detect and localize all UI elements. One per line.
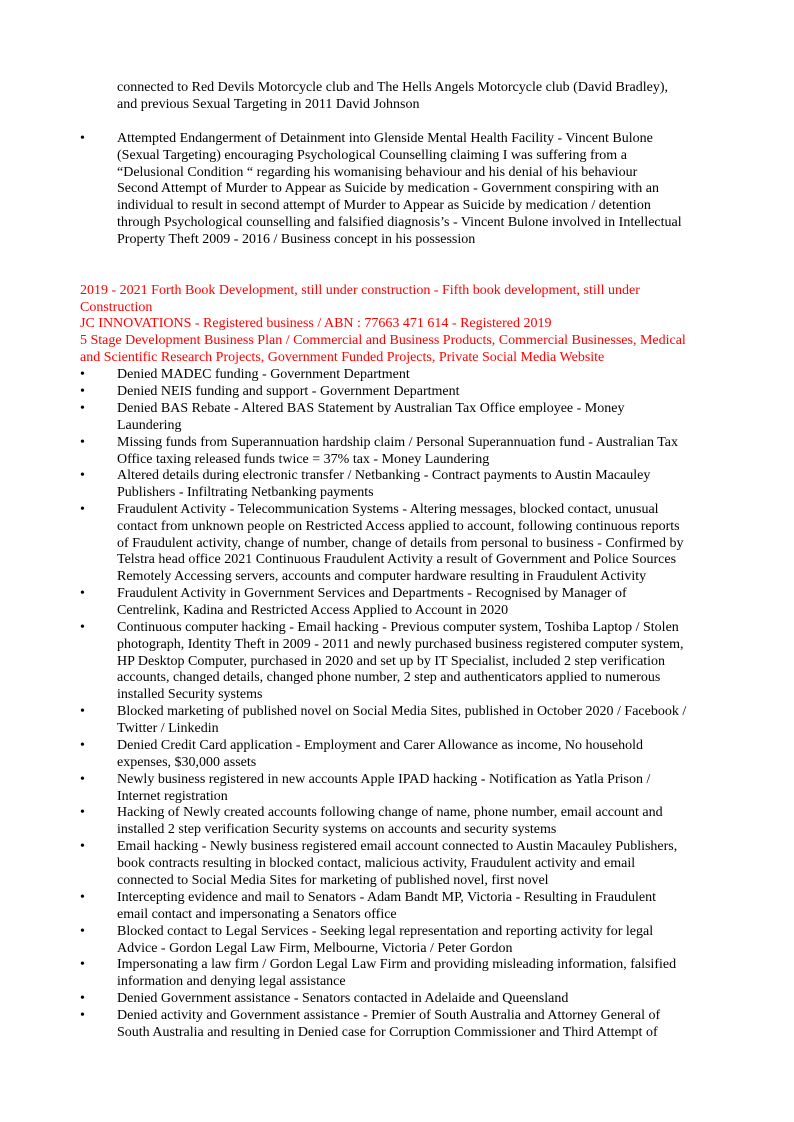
bullet-marker: • — [80, 1008, 85, 1023]
list-item: Attempted Endangerment of Detainment into Glenside Mental Health Facility - Vincent Bulone (Sexual Targeting) encouraging Psychological Counselling claiming I was suffering from a “Delusional Condition “ regarding his womanising behaviour and his denial of his behaviour Second Attempt of Murder to Appear as Suicide by medication - Government conspiring with an individual to result in second attempt of Murder to Appear as Suicide by medication / detention through Psychological counselling and falsified diagnosis’s - Vincent Bulone involved in Intellectual Property Theft 2009 - 2016 / Business concept in his possession — [117, 131, 682, 247]
list-item: Denied BAS Rebate - Altered BAS Statement by Australian Tax Office employee - Money Laundering — [117, 401, 625, 433]
section-heading-business: JC INNOVATIONS - Registered business / ABN : 77663 471 614 - Registered 2019 — [80, 316, 552, 331]
bullet-marker: • — [80, 620, 85, 635]
bullet-marker: • — [80, 924, 85, 939]
list-item: Denied MADEC funding - Government Department — [117, 367, 410, 382]
list-item: Continuous computer hacking - Email hacking - Previous computer system, Toshiba Laptop / Stolen photograph, Identity Theft in 2009 - 2011 and newly purchased business registered computer system, HP Desktop Computer, purchased in 2020 and set up by IT Specialist, included 2 step verification accounts, changed details, changed phone number, 2 step and authenticators applied to numerous installed Security systems — [117, 620, 684, 703]
list-item: Blocked contact to Legal Services - Seeking legal representation and reporting activity for legal Advice - Gordon Legal Law Firm, Melbourne, Victoria / Peter Gordon — [117, 924, 654, 956]
list-item: Altered details during electronic transfer / Netbanking - Contract payments to Austin Macauley Publishers - Infiltrating Netbanking payments — [117, 468, 651, 500]
bullet-marker: • — [80, 890, 85, 905]
bullet-marker: • — [80, 468, 85, 483]
list-item: Denied Credit Card application - Employment and Carer Allowance as income, No household expenses, $30,000 assets — [117, 738, 644, 770]
bullet-marker: • — [80, 131, 85, 146]
section-heading-plan: 5 Stage Development Business Plan / Commercial and Business Products, Commercial Businesses, Medical and Scientific Research Projects, Government Funded Projects, Private Social Media Website — [80, 333, 686, 365]
continuation-paragraph: connected to Red Devils Motorcycle club and The Hells Angels Motorcycle club (David Bradley), and previous Sexual Targeting in 2011 David Johnson — [117, 80, 669, 112]
bullet-marker: • — [80, 991, 85, 1006]
list-item: Fraudulent Activity in Government Services and Departments - Recognised by Manager of Centrelink, Kadina and Restricted Access Applied to Account in 2020 — [117, 586, 627, 618]
list-item: Intercepting evidence and mail to Senators - Adam Bandt MP, Victoria - Resulting in Fraudulent email contact and impersonating a Senators office — [117, 890, 656, 922]
list-item: Missing funds from Superannuation hardship claim / Personal Superannuation fund - Australian Tax Office taxing released funds twice = 37% tax - Money Laundering — [117, 435, 679, 467]
bullet-marker: • — [80, 704, 85, 719]
list-item: Denied activity and Government assistance - Premier of South Australia and Attorney General of South Australia and resulting in Denied case for Corruption Commissioner and Third Attempt of — [117, 1008, 661, 1040]
bullet-marker: • — [80, 839, 85, 854]
bullet-marker: • — [80, 435, 85, 450]
list-item: Impersonating a law firm / Gordon Legal Law Firm and providing misleading information, falsified information and denying legal assistance — [117, 957, 677, 989]
bullet-marker: • — [80, 384, 85, 399]
bullet-marker: • — [80, 367, 85, 382]
list-item: Fraudulent Activity - Telecommunication Systems - Altering messages, blocked contact, unusual contact from unknown people on Restricted Access applied to account, following continuous reports of Fraudulent activity, change of number, change of details from personal to business - Confirmed by Telstra head office 2021 Continuous Fraudulent Activity a result of Government and Police Sources Remotely Accessing servers, accounts and computer hardware resulting in Fraudulent Activity — [117, 502, 684, 585]
list-item: Newly business registered in new accounts Apple IPAD hacking - Notification as Yatla Prison / Internet registration — [117, 772, 651, 804]
bullet-marker: • — [80, 586, 85, 601]
bullet-marker: • — [80, 738, 85, 753]
list-item: Denied Government assistance - Senators contacted in Adelaide and Queensland — [117, 991, 569, 1006]
section-heading-books: 2019 - 2021 Forth Book Development, still under construction - Fifth book development, still under Construction — [80, 283, 640, 315]
list-item: Email hacking - Newly business registered email account connected to Austin Macauley Publishers, book contracts resulting in blocked contact, malicious activity, Fraudulent activity and email connected to Social Media Sites for marketing of published novel, first novel — [117, 839, 678, 888]
bullet-marker: • — [80, 772, 85, 787]
list-item: Hacking of Newly created accounts following change of name, phone number, email account and installed 2 step verification Security systems on accounts and security systems — [117, 805, 663, 837]
list-item: Blocked marketing of published novel on Social Media Sites, published in October 2020 / Facebook / Twitter / Linkedin — [117, 704, 687, 736]
bullet-marker: • — [80, 957, 85, 972]
bullet-marker: • — [80, 502, 85, 517]
bullet-marker: • — [80, 401, 85, 416]
list-item: Denied NEIS funding and support - Government Department — [117, 384, 460, 399]
bullet-marker: • — [80, 805, 85, 820]
